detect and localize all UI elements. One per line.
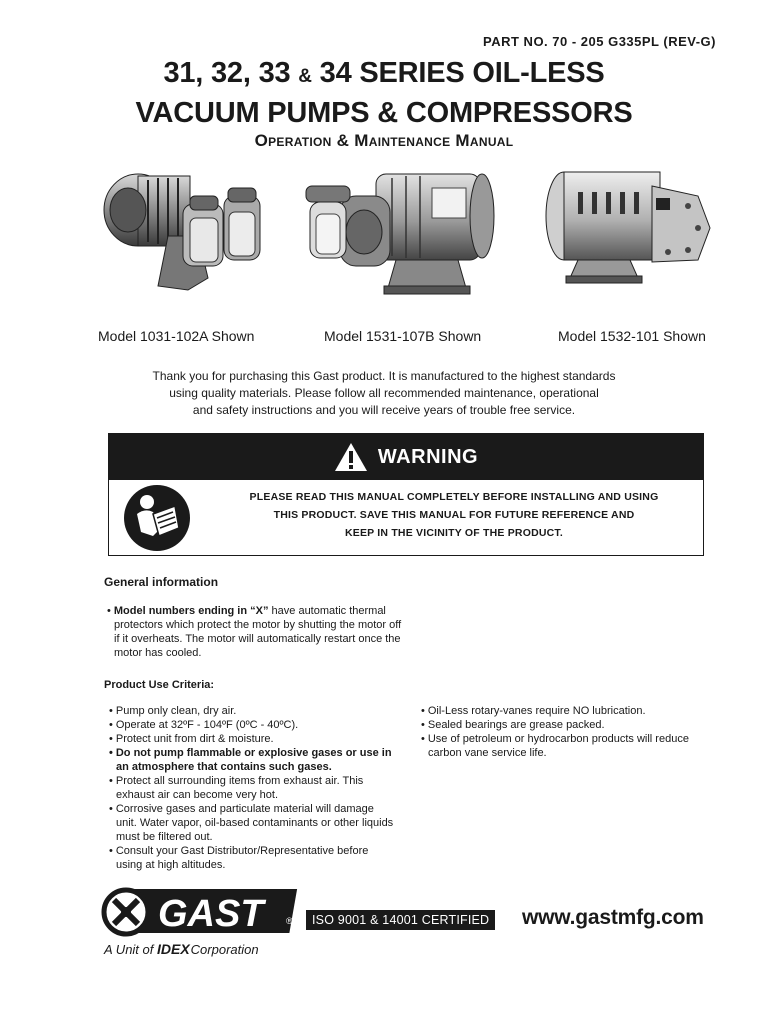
intro-line-1: Thank you for purchasing this Gast product. It is manufactured to the highest standards [152, 369, 616, 383]
intro-paragraph [0, 368, 768, 419]
model-caption-3: Model 1532-101 Shown [558, 328, 706, 344]
intro-line-3: and safety instructions and you will receive years of trouble free service. [192, 403, 576, 417]
gast-logo [100, 884, 300, 967]
criteria-item: • Use of petroleum or hydrocarbon products will reduce carbon vane service life. [418, 732, 718, 760]
criteria-item: • Pump only clean, dry air. [106, 704, 396, 718]
warning-heading: WARNING [377, 445, 479, 468]
website-link[interactable]: www.gastmfg.com [522, 906, 704, 929]
model-caption-1: Model 1031-102A Shown [98, 328, 255, 344]
pump-image-1031 [98, 166, 268, 296]
general-info-heading: General information [104, 575, 219, 589]
title-part-a: 31, 32, 33 [163, 57, 299, 89]
criteria-left-list [106, 704, 396, 872]
gast-logo-graphic [100, 884, 300, 962]
warning-line-3: KEEP IN THE VICINITY OF THE PRODUCT. [344, 527, 563, 539]
intro-line-2: using quality materials. Please follow all recommended maintenance, operational [169, 386, 599, 400]
criteria-item: • Operate at 32ºF - 104ºF (0ºC - 40ºC). [106, 718, 396, 732]
criteria-item: • Do not pump flammable or explosive gases or use in an atmosphere that contains such gases. [106, 746, 396, 774]
warning-line-2: THIS PRODUCT. SAVE THIS MANUAL FOR FUTURE REFERENCE AND [273, 509, 635, 521]
read-manual-icon-wrap [109, 480, 205, 556]
unit-of-text: A Unit of IDEXCorporation [104, 941, 259, 957]
criteria-item: • Sealed bearings are grease packed. [418, 718, 718, 732]
read-manual-icon [123, 484, 191, 552]
criteria-item: • Oil-Less rotary-vanes require NO lubrication. [418, 704, 718, 718]
criteria-heading: Product Use Criteria: [104, 679, 215, 691]
model-caption-2: Model 1531-107B Shown [324, 328, 482, 344]
warning-line-1: PLEASE READ THIS MANUAL COMPLETELY BEFORE INSTALLING AND USING [249, 491, 659, 503]
warning-triangle-icon [334, 442, 368, 472]
general-info-bold: Model numbers ending in “X” [113, 605, 269, 617]
title-ampersand: & [298, 66, 312, 87]
criteria-item: • Protect unit from dirt & moisture. [106, 732, 396, 746]
logo-wordmark: GAST [158, 893, 264, 935]
title-part-b: 34 SERIES OIL-LESS [311, 57, 605, 89]
general-info-bullet [104, 604, 404, 660]
page-subtitle: Operation & Maintenance Manual [254, 131, 514, 150]
general-info-text [104, 604, 404, 660]
logo-registered-mark: ® [286, 916, 293, 926]
criteria-item: • Protect all surrounding items from exhaust air. This exhaust air can become very hot. [106, 774, 396, 802]
pump-image-1532 [538, 166, 718, 288]
pump-image-1531 [296, 166, 496, 301]
warning-box [108, 433, 704, 556]
warning-body [209, 488, 699, 542]
criteria-item: • Corrosive gases and particulate material will damage unit. Water vapor, oil-based contaminants or other liquids must be filtered out. [106, 802, 396, 844]
part-number: PART NO. 70 - 205 G335PL (REV-G) [483, 34, 716, 49]
criteria-item: • Consult your Gast Distributor/Representative before using at high altitudes. [106, 844, 396, 872]
iso-certified-badge: ISO 9001 & 14001 CERTIFIED [306, 910, 495, 930]
general-info-rest: have automatic thermal protectors which protect the motor by shutting the motor off if it overheats. The motor will automatically restart once the motor has cooled. [114, 605, 402, 659]
warning-header [109, 434, 703, 480]
title-line-2: VACUUM PUMPS & COMPRESSORS [135, 97, 633, 129]
page-title [0, 55, 768, 131]
criteria-right-list [418, 704, 718, 760]
